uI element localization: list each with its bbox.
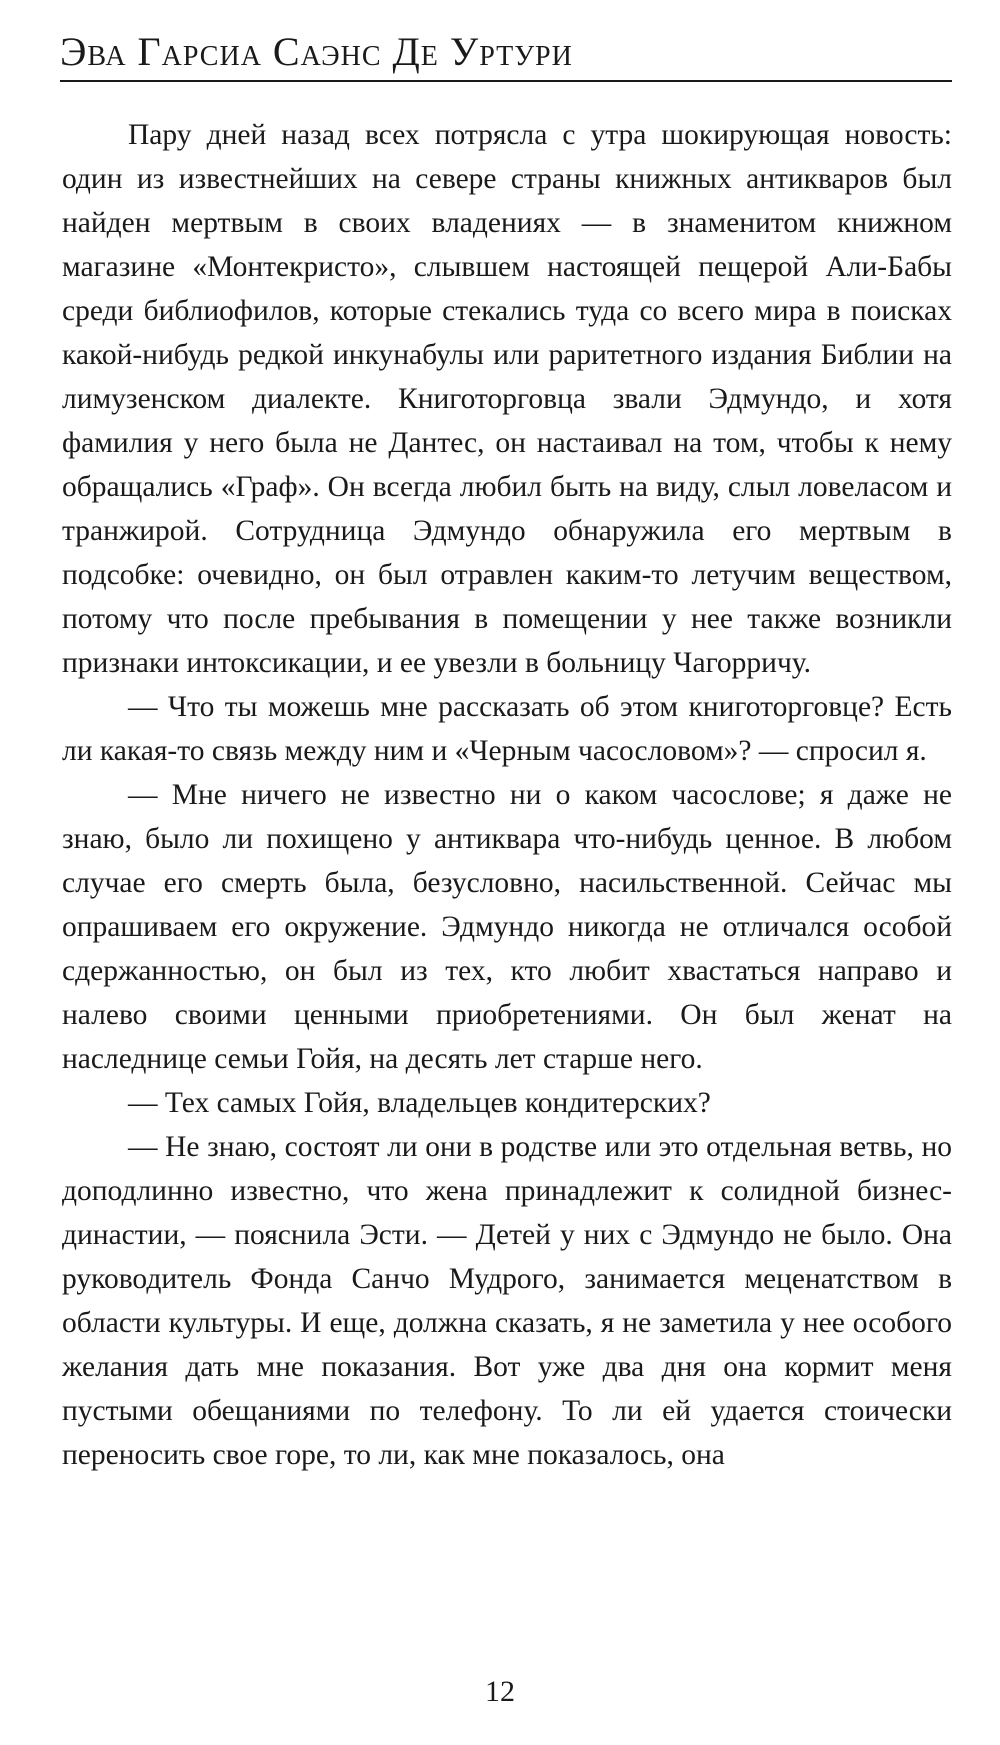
body-text [62, 113, 952, 1477]
paragraph: — Мне ничего не известно ни о каком часослове; я даже не знаю, было ли похищено у антиквара что-нибудь ценное. В любом случае его смерть была, безусловно, насильственной. Сейчас мы опрашиваем его окружение. Эдмундо никогда не отличался особой сдержанностью, он был из тех, кто любит хвастаться направо и налево своими ценными приобретениями. Он был женат на наследнице семьи Гойя, на десять лет старше него. [62, 779, 952, 1075]
paragraph: — Тех самых Гойя, владельцев кондитерских? [128, 1087, 711, 1119]
paragraph: — Не знаю, состоят ли они в родстве или это отдельная ветвь, но доподлинно известно, что жена принадлежит к солидной бизнес-династии, — пояснила Эсти. — Детей у них с Эдмундо не было. Она руководитель Фонда Санчо Мудрого, занимается меценатством в области культуры. И еще, должна сказать, я не заметила у нее особого желания дать мне показания. Вот уже два дня она кормит меня пустыми обещаниями по телефону. То ли ей удается стоически переносить свое горе, то ли, как мне показалось, она [62, 1131, 952, 1471]
page-number: 12 [485, 1675, 515, 1708]
running-head-author: Эва Гарсиа Саэнс Де Уртури [60, 29, 573, 74]
header-rule [60, 80, 952, 82]
paragraph: Пару дней назад всех потрясла с утра шокирующая новость: один из известнейших на севере страны книжных антикваров был найден мертвым в своих владениях — в знаменитом книжном магазине «Монтекристо», слывшем настоящей пещерой Али-Бабы среди библиофилов, которые стекались туда со всего мира в поисках какой-нибудь редкой инкунабулы или раритетного издания Библии на лимузенском диалекте. Книготорговца звали Эдмундо, и хотя фамилия у него была не Дантес, он настаивал на том, чтобы к нему обращались «Граф». Он всегда любил быть на виду, слыл ловеласом и транжирой. Сотрудница Эдмундо обнаружила его мертвым в подсобке: очевидно, он был отравлен каким-то летучим веществом, потому что после пребывания в помещении у нее также возникли признаки интоксикации, и ее увезли в больницу Чагорричу. [62, 119, 952, 679]
paragraph: — Что ты можешь мне рассказать об этом книготорговце? Есть ли какая-то связь между ним и «Черным часословом»? — спросил я. [62, 691, 952, 767]
